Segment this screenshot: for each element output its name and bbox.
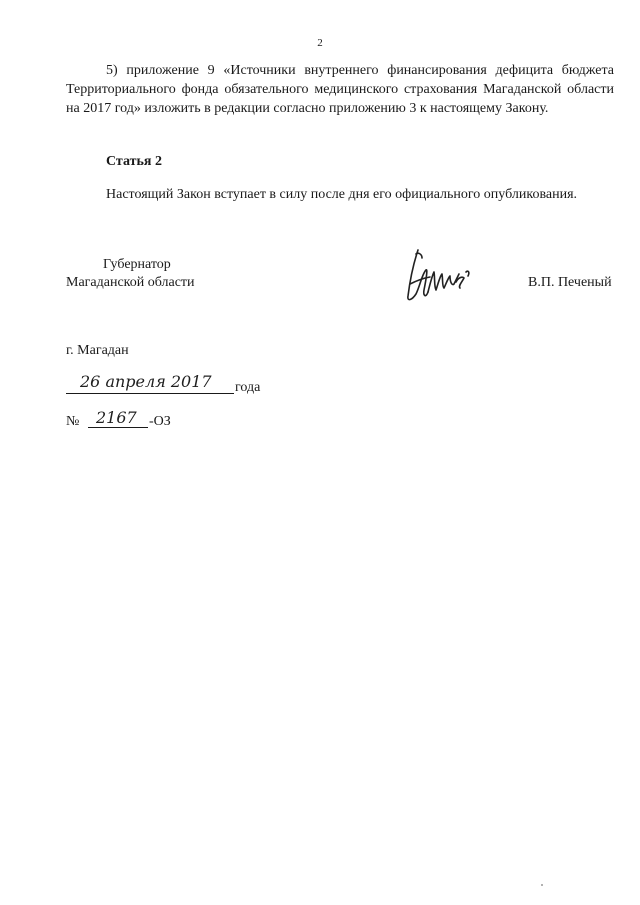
article-text: Настоящий Закон вступает в силу после дня его официального опубликования. — [106, 187, 578, 202]
page-number: 2 — [317, 37, 323, 49]
governor-title: Губернатор — [103, 257, 171, 272]
scan-speck — [541, 884, 543, 886]
law-number-field — [66, 408, 216, 434]
handwritten-number: 2167 — [96, 408, 137, 427]
number-sign: № — [66, 414, 80, 429]
handwritten-date: 26 апреля 2017 — [80, 372, 212, 391]
governor-name: В.П. Печеный — [528, 275, 612, 290]
date-underline — [66, 393, 234, 394]
date-suffix: года — [235, 380, 261, 395]
body-paragraph: 5) приложение 9 «Источники внутреннего финансирования дефицита бюджета Территориального фонда обязательного медицинского страхования Магаданской области на 2017 год» изложить в редакции согласно приложению 3 к настоящему Закону. — [66, 63, 614, 116]
article-heading: Статья 2 — [106, 154, 162, 169]
handwritten-signature — [404, 244, 484, 308]
number-underline — [88, 427, 148, 428]
number-suffix: -ОЗ — [149, 414, 171, 429]
date-field — [66, 372, 276, 400]
city: г. Магадан — [66, 343, 129, 358]
governor-region: Магаданской области — [66, 275, 195, 290]
